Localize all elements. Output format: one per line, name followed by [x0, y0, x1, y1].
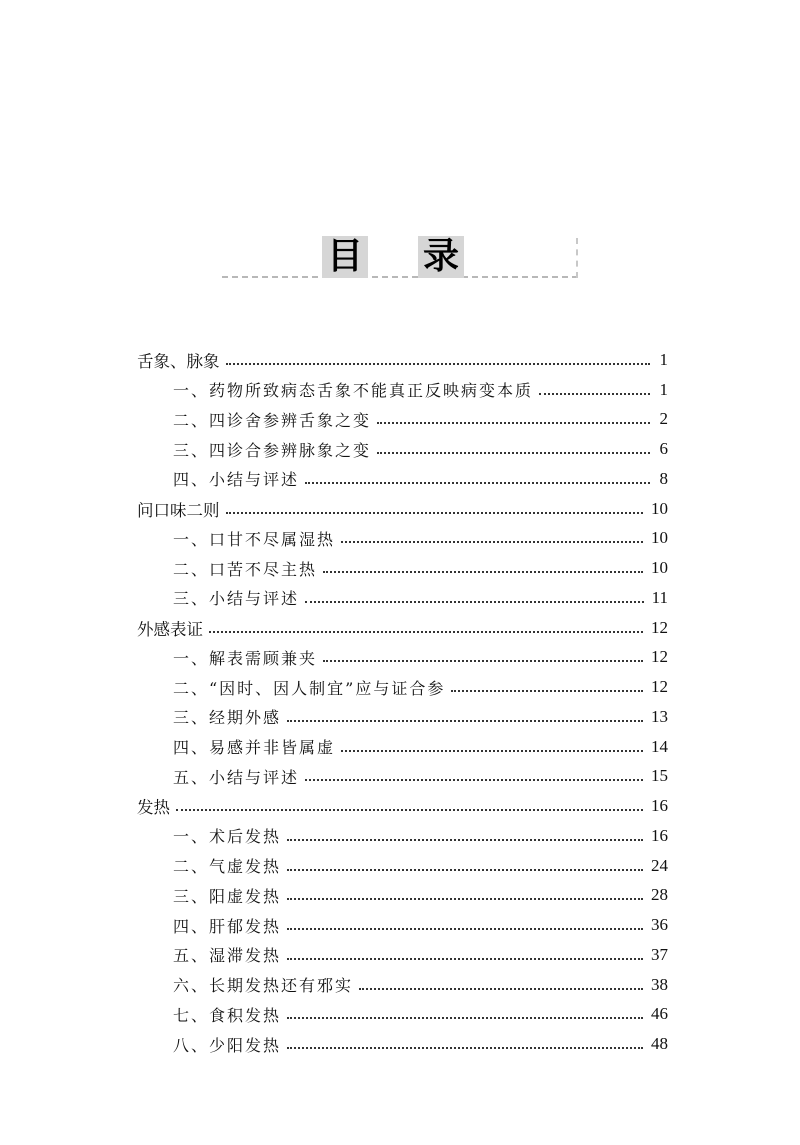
toc-section-row[interactable] [137, 405, 668, 435]
dot-leader [539, 393, 650, 395]
toc-page-number: 48 [651, 1034, 668, 1054]
toc-chapter-row[interactable] [137, 791, 668, 821]
toc-page-number: 1 [659, 379, 668, 399]
toc-section-row[interactable] [137, 970, 668, 1000]
toc-section-row[interactable] [137, 881, 668, 911]
dot-leader [341, 750, 643, 752]
dot-leader [323, 571, 643, 573]
toc-entry-label: 四、肝郁发热 [173, 916, 282, 936]
toc-section-row[interactable] [137, 732, 668, 762]
toc-entry-label: 一、口甘不尽属湿热 [173, 529, 336, 549]
toc-page-number: 6 [659, 439, 668, 459]
toc-page-number: 12 [651, 647, 668, 667]
toc-entry-label: 七、食积发热 [173, 1005, 282, 1025]
toc-section-row[interactable] [137, 553, 668, 583]
dot-leader [176, 809, 643, 811]
toc-page-number: 15 [651, 766, 668, 786]
toc-page-number: 13 [651, 706, 668, 726]
title-char-mu: 目 [322, 236, 368, 278]
toc-title [222, 236, 578, 280]
toc-entry-label: 一、药物所致病态舌象不能真正反映病变本质 [173, 381, 534, 401]
dot-leader [359, 988, 643, 990]
toc-page-number: 8 [659, 468, 668, 488]
toc-entry-label: 八、少阳发热 [173, 1035, 282, 1055]
toc-section-row[interactable] [137, 762, 668, 792]
toc-section-row[interactable] [137, 672, 668, 702]
toc-entry-label: 五、小结与评述 [173, 767, 300, 787]
toc-page-number: 10 [651, 528, 668, 548]
toc-page-number: 12 [651, 677, 668, 697]
dot-leader [226, 363, 651, 365]
toc-page-number: 11 [651, 587, 668, 607]
dot-leader [287, 958, 643, 960]
dot-leader [305, 601, 644, 603]
toc-page-number: 14 [651, 736, 668, 756]
toc-entry-label: 二、气虚发热 [173, 857, 282, 877]
toc-page-number: 24 [651, 855, 668, 875]
table-of-contents [137, 345, 668, 1059]
dot-leader [305, 482, 650, 484]
toc-page-number: 2 [659, 409, 668, 429]
toc-entry-label: 二、“因时、因人制宜”应与证合参 [173, 678, 446, 698]
toc-page-number: 37 [651, 944, 668, 964]
toc-entry-label: 外感表证 [137, 619, 203, 639]
toc-entry-label: 二、口苦不尽主热 [173, 559, 318, 579]
toc-entry-label: 舌象、脉象 [137, 351, 220, 371]
toc-section-row[interactable] [137, 464, 668, 494]
dot-leader [226, 512, 644, 514]
toc-entry-label: 六、长期发热还有邪实 [173, 976, 354, 996]
toc-section-row[interactable] [137, 910, 668, 940]
toc-page-number: 16 [651, 796, 668, 816]
toc-section-row[interactable] [137, 583, 668, 613]
toc-section-row[interactable] [137, 940, 668, 970]
toc-page-number: 46 [651, 1004, 668, 1024]
toc-section-row[interactable] [137, 643, 668, 673]
toc-page-number: 28 [651, 885, 668, 905]
toc-entry-label: 发热 [137, 798, 170, 818]
toc-page-number: 38 [651, 974, 668, 994]
dot-leader [287, 898, 643, 900]
title-char-lu: 录 [418, 236, 464, 278]
dot-leader [287, 869, 643, 871]
toc-entry-label: 三、经期外感 [173, 708, 282, 728]
toc-page-number: 1 [659, 349, 668, 369]
toc-section-row[interactable] [137, 375, 668, 405]
toc-section-row[interactable] [137, 851, 668, 881]
toc-page-number: 10 [651, 558, 668, 578]
toc-page-number: 36 [651, 915, 668, 935]
toc-entry-label: 一、术后发热 [173, 827, 282, 847]
toc-chapter-row[interactable] [137, 345, 668, 375]
dot-leader [287, 839, 643, 841]
dot-leader [287, 1047, 643, 1049]
dot-leader [287, 1017, 643, 1019]
title-underline [222, 276, 578, 278]
toc-entry-label: 四、易感并非皆属虚 [173, 738, 336, 758]
toc-section-row[interactable] [137, 434, 668, 464]
toc-page-number: 12 [651, 617, 668, 637]
dot-leader [305, 779, 643, 781]
toc-page-number: 16 [651, 825, 668, 845]
toc-entry-label: 三、阳虚发热 [173, 886, 282, 906]
toc-entry-label: 四、小结与评述 [173, 470, 300, 490]
toc-section-row[interactable] [137, 524, 668, 554]
dot-leader [341, 541, 643, 543]
toc-entry-label: 二、四诊舍参辨舌象之变 [173, 410, 372, 430]
dot-leader [377, 422, 650, 424]
title-side-rule [576, 238, 578, 278]
toc-chapter-row[interactable] [137, 494, 668, 524]
dot-leader [287, 928, 643, 930]
toc-section-row[interactable] [137, 821, 668, 851]
dot-leader [287, 720, 643, 722]
toc-entry-label: 三、小结与评述 [173, 589, 300, 609]
toc-entry-label: 三、四诊合参辨脉象之变 [173, 440, 372, 460]
toc-entry-label: 一、解表需顾兼夹 [173, 648, 318, 668]
dot-leader [209, 631, 643, 633]
toc-entry-label: 问口味二则 [137, 500, 220, 520]
toc-section-row[interactable] [137, 702, 668, 732]
dot-leader [451, 690, 643, 692]
toc-entry-label: 五、湿滞发热 [173, 946, 282, 966]
toc-chapter-row[interactable] [137, 613, 668, 643]
dot-leader [323, 660, 643, 662]
dot-leader [377, 452, 650, 454]
toc-section-row[interactable] [137, 1029, 668, 1059]
toc-section-row[interactable] [137, 1000, 668, 1030]
toc-page-number: 10 [651, 498, 668, 518]
